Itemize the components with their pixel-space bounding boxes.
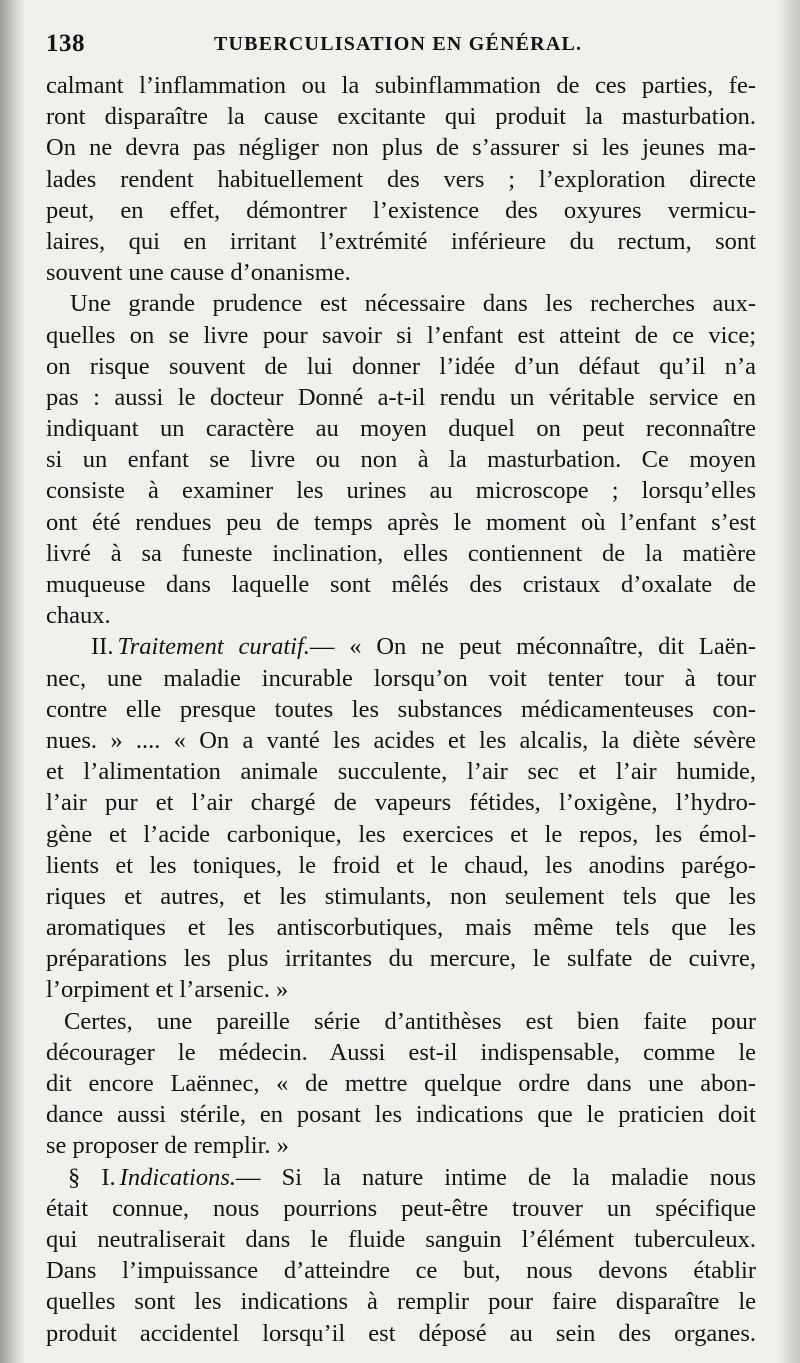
text-line: préparations les plus irritantes du mercure, le sulfate de cuivre,	[46, 945, 756, 973]
text-line: qui neutraliserait dans le fluide sanguin l’élément tuberculeux.	[46, 1225, 756, 1253]
text-line: l’orpiment et l’arsenic. »	[46, 976, 289, 1004]
text-line: indiquant un caractère au moyen duquel on peut reconnaître	[46, 415, 756, 443]
text-line: et l’alimentation animale succulente, l’air sec et l’air humide,	[46, 758, 756, 786]
section-text: — « On ne peut méconnaître, dit Laën-	[309, 633, 757, 661]
text-line: souvent une cause d’onanisme.	[46, 259, 351, 287]
text-line	[46, 1162, 756, 1193]
text-line: muqueuse dans laquelle sont mêlés des cristaux d’oxalate de	[46, 571, 756, 598]
text-line: si un enfant se livre ou non à la masturbation. Ce moyen	[46, 446, 756, 474]
text-line: peut, en effet, démontrer l’existence des oxyures vermicu-	[46, 196, 756, 224]
running-title: TUBERCULISATION EN GÉNÉRAL.	[214, 33, 583, 55]
section-heading: Indications.	[119, 1163, 237, 1191]
running-head	[46, 30, 758, 64]
text-line: quelles sont les indications à remplir pour faire disparaître le	[46, 1288, 756, 1316]
section-number: II.	[91, 633, 114, 661]
text-line: l’air pur et l’air chargé de vapeurs fétides, l’oxigène, l’hydro-	[46, 789, 756, 817]
text-line: ont été rendues peu de temps après le moment où l’enfant s’est	[46, 508, 756, 536]
text-line: livré à sa funeste inclination, elles contiennent de la matière	[46, 539, 756, 567]
text-line: on risque souvent de lui donner l’idée d’un défaut qu’il n’a	[46, 352, 756, 380]
text-line: décourager le médecin. Aussi est-il indispensable, comme le	[46, 1038, 756, 1066]
text-line: chaux.	[46, 602, 111, 630]
text-line: nues. » .... « On a vanté les acides et les alcalis, la diète sévère	[46, 726, 756, 754]
text-line: Certes, une pareille série d’antithèses est bien faite pour	[64, 1007, 756, 1035]
section-number: § I.	[68, 1163, 116, 1191]
text-line: se proposer de remplir. »	[46, 1132, 289, 1160]
text-line: calmant l’inflammation ou la subinflammation de ces parties, fe-	[46, 72, 756, 99]
text-line: riques et autres, et les stimulants, non seulement tels que les	[46, 882, 756, 910]
text-line: laires, qui en irritant l’extrémité inférieure du rectum, sont	[46, 227, 756, 255]
text-line: produit accidentel lorsqu’il est déposé au sein des organes.	[46, 1319, 756, 1347]
text-line: était connue, nous pourrions peut-être trouver un spécifique	[46, 1194, 756, 1222]
text-line: dit encore Laënnec, « de mettre quelque ordre dans une abon-	[46, 1070, 756, 1097]
page-number: 138	[46, 30, 85, 57]
text-line: dance aussi stérile, en posant les indications que le praticien doit	[46, 1101, 756, 1129]
text-line: On ne devra pas négliger non plus de s’assurer si les jeunes ma-	[46, 134, 756, 162]
section-text: — Si la nature intime de la maladie nous	[236, 1163, 756, 1191]
text-line	[46, 631, 756, 662]
section-heading: Traitement curatif.	[117, 633, 310, 661]
text-line: contre elle presque toutes les substances médicamenteuses con-	[46, 695, 756, 723]
text-line: lades rendent habituellement des vers ; l’exploration directe	[46, 165, 756, 193]
text-line: pas : aussi le docteur Donné a-t-il rendu un véritable service en	[46, 383, 756, 411]
text-line: gène et l’acide carbonique, les exercices et le repos, les émol-	[46, 820, 756, 848]
text-line: consiste à examiner les urines au microscope ; lorsqu’elles	[46, 477, 756, 505]
text-line: ront disparaître la cause excitante qui produit la masturbation.	[46, 103, 756, 131]
text-line: nec, une maladie incurable lorsqu’on voit tenter tour à tour	[46, 664, 756, 692]
body-text	[46, 70, 756, 1349]
text-line: quelles on se livre pour savoir si l’enfant est atteint de ce vice;	[46, 321, 756, 349]
text-line: aromatiques et les antiscorbutiques, mais même tels que les	[46, 914, 756, 942]
text-line: lients et les toniques, le froid et le chaud, les anodins parégo-	[46, 851, 756, 879]
text-line: Dans l’impuissance d’atteindre ce but, nous devons établir	[46, 1257, 756, 1285]
text-line: Une grande prudence est nécessaire dans les recherches aux-	[70, 290, 756, 318]
